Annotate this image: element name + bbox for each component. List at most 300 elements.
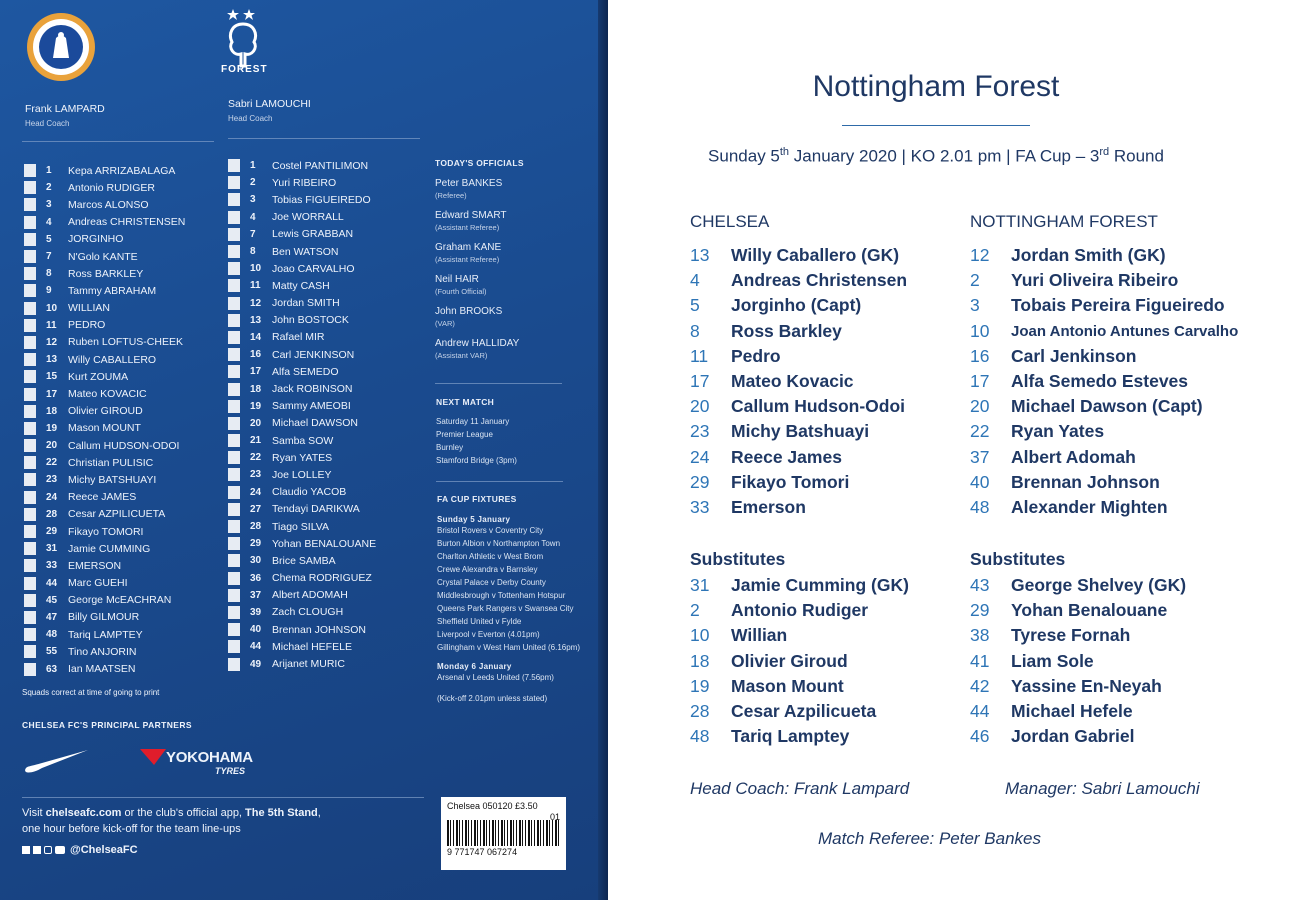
team-sheet-title: Nottingham Forest [812, 70, 1060, 103]
tick-box[interactable] [24, 663, 36, 676]
squad-player-name: Alfa SEMEDO [272, 365, 339, 378]
squad-row [228, 295, 376, 312]
squad-number: 7 [250, 228, 256, 240]
fixture-item: Liverpool v Everton (4.01pm) [437, 630, 540, 639]
official-entry [435, 338, 595, 360]
official-entry [435, 306, 595, 328]
player-name: Callum Hudson-Odoi [731, 396, 906, 417]
official-entry [435, 210, 595, 232]
player-name: Fikayo Tomori [731, 471, 850, 492]
divider [435, 383, 562, 384]
lineup-row [970, 445, 1238, 470]
official-name: Edward SMART [435, 210, 507, 221]
player-name: Liam Sole [1011, 650, 1094, 671]
squad-number: 4 [46, 216, 52, 228]
lineup-row [690, 573, 909, 598]
squad-number: 47 [46, 611, 58, 623]
player-name: Brennan Johnson [1011, 471, 1160, 492]
tick-box[interactable] [228, 383, 240, 396]
squad-number: 19 [46, 422, 58, 434]
squad-row [228, 638, 376, 655]
shirt-number: 8 [690, 320, 700, 341]
squad-row [228, 260, 376, 277]
shirt-number: 24 [690, 446, 710, 467]
visit-text: Visit [22, 807, 46, 819]
tick-box[interactable] [24, 628, 36, 641]
fixture-item: Queens Park Rangers v Swansea City [437, 604, 574, 613]
barcode-bars [447, 820, 560, 846]
squad-row [24, 248, 185, 265]
squad-player-name: Marc GUEHI [68, 577, 128, 590]
squad-number: 44 [250, 641, 262, 653]
tick-box[interactable] [228, 486, 240, 499]
squad-row [24, 575, 185, 592]
lineup-row [690, 674, 909, 699]
squad-row [228, 312, 376, 329]
squad-player-name: Tiago SILVA [272, 520, 330, 533]
subtitle-text: Sunday 5 [708, 146, 780, 166]
lineup-row [690, 598, 909, 623]
shirt-number: 29 [690, 471, 710, 492]
chelsea-subs-heading: Substitutes [690, 549, 786, 569]
squad-number: 11 [46, 319, 57, 331]
squad-number: 21 [250, 435, 262, 447]
squad-number: 17 [46, 388, 58, 400]
tick-box[interactable] [24, 250, 36, 263]
fixture-item: Burton Albion v Northampton Town [437, 539, 561, 548]
squad-player-name: Tammy ABRAHAM [68, 284, 157, 297]
squad-player-name: Joe WORRALL [272, 211, 344, 224]
squad-player-name: Jordan SMITH [272, 297, 340, 310]
barcode-label [441, 797, 566, 870]
squad-row [24, 334, 185, 351]
tick-box[interactable] [228, 468, 240, 481]
social-handle: @ChelseaFC [70, 844, 138, 856]
lineup-row [970, 268, 1238, 293]
squad-player-name: EMERSON [68, 559, 122, 572]
forest-manager: Manager: Sabri Lamouchi [1005, 779, 1200, 798]
squad-player-name: Fikayo TOMORI [68, 525, 144, 538]
squad-number: 2 [46, 182, 52, 194]
player-name: Mason Mount [731, 675, 844, 696]
squad-row [228, 432, 376, 449]
squad-row [24, 506, 185, 523]
tick-box[interactable] [228, 537, 240, 550]
squad-player-name: Callum HUDSON-ODOI [68, 439, 180, 452]
player-name: George Shelvey (GK) [1011, 575, 1187, 596]
squad-player-name: Jamie CUMMING [68, 542, 151, 555]
visit-site: chelseafc.com [45, 807, 122, 819]
tick-box[interactable] [228, 554, 240, 567]
squad-player-name: Costel PANTILIMON [272, 159, 369, 172]
squad-row [228, 621, 376, 638]
squad-row [228, 209, 376, 226]
player-name: Jordan Smith (GK) [1011, 245, 1166, 266]
tick-box[interactable] [24, 302, 36, 315]
official-role: (Assistant Referee) [435, 255, 500, 264]
tick-box[interactable] [228, 520, 240, 533]
squad-row [24, 214, 185, 231]
tick-box[interactable] [228, 640, 240, 653]
player-name: Emerson [731, 496, 806, 517]
tick-box[interactable] [24, 198, 36, 211]
tick-box[interactable] [228, 262, 240, 275]
shirt-number: 43 [970, 575, 990, 596]
squad-row [24, 403, 185, 420]
shirt-number: 3 [970, 295, 980, 316]
facebook-icon [33, 846, 41, 854]
squad-player-name: Willy CABALLERO [68, 353, 157, 366]
fixture-item: Sheffield United v Fylde [437, 617, 522, 626]
programme-page [0, 0, 608, 900]
tick-box[interactable] [24, 319, 36, 332]
squad-player-name: Andreas CHRISTENSEN [68, 216, 186, 229]
tick-box[interactable] [24, 559, 36, 572]
squad-number: 1 [46, 165, 52, 177]
squad-number: 5 [46, 233, 52, 245]
tick-box[interactable] [24, 267, 36, 280]
squad-player-name: Ryan YATES [272, 451, 333, 464]
shirt-number: 17 [970, 371, 990, 392]
tick-box[interactable] [24, 422, 36, 435]
lineup-row [690, 445, 907, 470]
squad-number: 15 [46, 371, 58, 383]
squad-player-name: Billy GILMOUR [68, 611, 140, 624]
squad-player-name: Zach CLOUGH [272, 606, 344, 619]
squad-row [228, 587, 376, 604]
lineup-row [970, 243, 1238, 268]
squad-number: 7 [46, 251, 52, 263]
yokohama-logo-icon [140, 749, 166, 765]
shirt-number: 23 [690, 421, 710, 442]
squad-row [228, 346, 376, 363]
subtitle-sup: rd [1099, 146, 1110, 158]
tick-box[interactable] [24, 388, 36, 401]
tick-box[interactable] [228, 228, 240, 241]
lineup-row [970, 495, 1238, 520]
squad-row [228, 604, 376, 621]
visit-text: or the club's official app, [121, 807, 246, 819]
official-role: (VAR) [435, 319, 455, 328]
squad-row [24, 643, 185, 660]
fixture-item: Crewe Alexandra v Barnsley [437, 565, 538, 574]
squad-row [228, 380, 376, 397]
lineup-row [970, 319, 1238, 344]
player-name: Yuri Oliveira Ribeiro [1011, 270, 1179, 291]
lineup-row [970, 623, 1186, 648]
squads-note: Squads correct at time of going to print [22, 688, 160, 697]
tick-box[interactable] [24, 353, 36, 366]
player-name: Olivier Giroud [731, 650, 848, 671]
tick-box[interactable] [24, 645, 36, 658]
team-sheet [608, 0, 1296, 900]
player-name: Mateo Kovacic [731, 371, 854, 392]
tick-box[interactable] [228, 658, 240, 671]
squad-player-name: Kepa ARRIZABALAGA [68, 164, 176, 177]
shirt-number: 16 [970, 345, 990, 366]
tick-box[interactable] [228, 589, 240, 602]
partners-heading: CHELSEA FC'S PRINCIPAL PARTNERS [22, 720, 192, 730]
youtube-icon [55, 846, 65, 854]
officials-heading: TODAY'S OFFICIALS [435, 158, 524, 168]
squad-player-name: Olivier GIROUD [68, 405, 143, 418]
tick-box[interactable] [24, 405, 36, 418]
tick-box[interactable] [228, 572, 240, 585]
squad-number: 18 [46, 405, 58, 417]
squad-player-name: Mateo KOVACIC [68, 388, 147, 401]
shirt-number: 48 [970, 496, 990, 517]
squad-row [24, 162, 185, 179]
squad-player-name: Ross BARKLEY [68, 267, 144, 280]
tick-box[interactable] [24, 439, 36, 452]
squad-player-name: George McEACHRAN [68, 594, 172, 607]
shirt-number: 2 [970, 270, 980, 291]
tick-box[interactable] [24, 216, 36, 229]
tick-box[interactable] [228, 314, 240, 327]
tick-box[interactable] [228, 159, 240, 172]
shirt-number: 37 [970, 446, 990, 467]
player-name: Tyrese Fornah [1011, 625, 1131, 646]
squad-number: 33 [46, 560, 58, 572]
squad-player-name: Brennan JOHNSON [272, 623, 366, 636]
squad-number: 2 [250, 177, 256, 189]
shirt-number: 40 [970, 471, 990, 492]
tick-box[interactable] [228, 623, 240, 636]
player-name: Yohan Benalouane [1011, 600, 1168, 621]
tick-box[interactable] [228, 279, 240, 292]
tick-box[interactable] [228, 348, 240, 361]
squad-player-name: Michael HEFELE [272, 640, 352, 653]
squad-player-name: Matty CASH [272, 279, 330, 292]
squad-player-name: Tariq LAMPTEY [68, 628, 143, 641]
shirt-number: 11 [690, 345, 709, 366]
squad-number: 12 [250, 297, 262, 309]
tick-box[interactable] [228, 211, 240, 224]
squad-row [228, 226, 376, 243]
lineup-row [690, 495, 907, 520]
squad-row [228, 552, 376, 569]
player-name: Jordan Gabriel [1011, 726, 1135, 747]
tick-box[interactable] [24, 611, 36, 624]
squad-player-name: Antonio RUDIGER [68, 181, 155, 194]
squad-row [228, 655, 376, 672]
visit-note [22, 805, 321, 837]
tick-box[interactable] [228, 193, 240, 206]
squad-player-name: Reece JAMES [68, 491, 137, 504]
tick-box[interactable] [24, 233, 36, 246]
lineup-row [690, 623, 909, 648]
squad-row [24, 471, 185, 488]
shirt-number: 44 [970, 701, 990, 722]
fixture-item: Gillingham v West Ham United (6.16pm) [437, 643, 581, 652]
forest-starting-list [970, 243, 1238, 520]
squad-number: 17 [250, 366, 262, 378]
forest-heading: NOTTINGHAM FOREST [970, 212, 1158, 231]
tick-box[interactable] [228, 365, 240, 378]
player-name: Alfa Semedo Esteves [1011, 371, 1189, 392]
squad-row [228, 535, 376, 552]
official-role: (Assistant VAR) [435, 351, 488, 360]
tick-box[interactable] [24, 577, 36, 590]
player-name: Carl Jenkinson [1011, 345, 1137, 366]
chelsea-starting-list [690, 243, 907, 520]
tick-box[interactable] [24, 181, 36, 194]
next-match-line: Premier League [436, 430, 493, 439]
squad-player-name: Sammy AMEOBI [272, 400, 351, 413]
officials-list [435, 178, 595, 360]
tick-box[interactable] [228, 297, 240, 310]
shirt-number: 13 [690, 245, 710, 266]
squad-player-name: Claudio YACOB [272, 486, 347, 499]
tick-box[interactable] [228, 331, 240, 344]
lineup-row [690, 344, 907, 369]
player-name: Willy Caballero (GK) [731, 245, 900, 266]
squad-number: 30 [250, 555, 262, 567]
forest-coach-name: Sabri LAMOUCHI [228, 98, 311, 110]
lineup-row [690, 699, 909, 724]
barcode-top-text: Chelsea 050120 £3.50 [447, 801, 538, 811]
squad-player-name: Tobias FIGUEIREDO [272, 193, 371, 206]
tick-box[interactable] [24, 370, 36, 383]
tick-box[interactable] [24, 164, 36, 177]
squad-number: 23 [46, 474, 58, 486]
squad-row [24, 626, 185, 643]
player-name: Jamie Cumming (GK) [731, 575, 909, 596]
lineup-row [970, 699, 1186, 724]
squad-row [24, 540, 185, 557]
squad-number: 29 [250, 538, 262, 550]
next-match-heading: NEXT MATCH [436, 397, 495, 407]
tick-box[interactable] [24, 491, 36, 504]
chelsea-subs-list [690, 573, 909, 749]
programme-edge [598, 0, 608, 900]
squad-player-name: Brice SAMBA [272, 554, 336, 567]
tick-box[interactable] [228, 245, 240, 258]
squad-number: 16 [250, 349, 262, 361]
squad-number: 24 [250, 486, 262, 498]
squad-player-name: Michael DAWSON [272, 417, 358, 430]
tick-box[interactable] [228, 434, 240, 447]
yokohama-logo-text: YOKOHAMA [166, 749, 253, 766]
visit-text-line-2: one hour before kick-off for the team line-ups [22, 823, 241, 835]
tick-box[interactable] [24, 594, 36, 607]
shirt-number: 20 [690, 396, 710, 417]
squad-player-name: Tendayi DARIKWA [272, 503, 360, 516]
tick-box[interactable] [228, 176, 240, 189]
shirt-number: 4 [690, 270, 700, 291]
squad-number: 37 [250, 589, 262, 601]
social-links [22, 844, 138, 856]
fixture-item: Middlesbrough v Tottenham Hotspur [437, 591, 566, 600]
tick-box[interactable] [24, 542, 36, 555]
lineup-row [970, 293, 1238, 318]
squad-number: 20 [46, 440, 58, 452]
squad-number: 22 [250, 452, 262, 464]
tick-box[interactable] [24, 284, 36, 297]
visit-app: The 5th Stand [245, 807, 318, 819]
tick-box[interactable] [228, 417, 240, 430]
fixture-item: Charlton Athletic v West Brom [437, 552, 544, 561]
player-name: Michael Hefele [1011, 701, 1133, 722]
official-role: (Referee) [435, 191, 467, 200]
player-name: Tariq Lamptey [731, 726, 850, 747]
squad-number: 14 [250, 331, 262, 343]
shirt-number: 5 [690, 295, 700, 316]
player-name: Cesar Azpilicueta [731, 701, 877, 722]
forest-badge-text: FOREST [221, 64, 268, 75]
squad-row [228, 277, 376, 294]
barcode-issue: 01 [549, 812, 560, 822]
lineup-row [690, 394, 907, 419]
squad-player-name: Albert ADOMAH [272, 589, 348, 602]
official-entry [435, 274, 595, 296]
squad-row [24, 420, 185, 437]
subtitle-text: January 2020 | KO 2.01 pm | FA Cup – 3 [789, 146, 1100, 166]
squad-number: 29 [46, 526, 58, 538]
lineup-row [970, 724, 1186, 749]
squad-number: 24 [46, 491, 58, 503]
squad-row [24, 660, 185, 677]
squad-number: 22 [46, 457, 58, 469]
squad-row [228, 363, 376, 380]
tick-box[interactable] [24, 456, 36, 469]
fixtures-day-2: Monday 6 January [437, 662, 512, 671]
squad-row [228, 449, 376, 466]
tick-box[interactable] [24, 336, 36, 349]
lineup-row [970, 649, 1186, 674]
squad-player-name: Tino ANJORIN [68, 645, 137, 658]
tick-box[interactable] [228, 400, 240, 413]
squad-row [24, 231, 185, 248]
instagram-icon [44, 846, 52, 854]
chelsea-coach [25, 103, 105, 128]
shirt-number: 48 [690, 726, 710, 747]
official-name: John BROOKS [435, 306, 503, 317]
squad-number: 27 [250, 503, 262, 515]
tick-box[interactable] [24, 508, 36, 521]
match-subtitle [608, 146, 1264, 167]
shirt-number: 46 [970, 726, 990, 747]
player-name: Yassine En-Neyah [1011, 675, 1162, 696]
squad-number: 13 [250, 314, 262, 326]
tick-box[interactable] [24, 473, 36, 486]
shirt-number: 20 [970, 396, 990, 417]
squad-number: 36 [250, 572, 262, 584]
player-name: Pedro [731, 345, 781, 366]
match-referee: Match Referee: Peter Bankes [818, 829, 1042, 848]
squad-row [24, 317, 185, 334]
squad-row [24, 454, 185, 471]
squad-row [24, 282, 185, 299]
chelsea-coach-role: Head Coach [25, 119, 70, 128]
squad-number: 44 [46, 577, 58, 589]
lineup-row [690, 243, 907, 268]
tick-box[interactable] [228, 503, 240, 516]
tick-box[interactable] [24, 525, 36, 538]
forest-squad-list [228, 157, 376, 673]
fixture-item: Arsenal v Leeds United (7.56pm) [437, 673, 554, 682]
squad-row [228, 174, 376, 191]
lineup-row [690, 293, 907, 318]
squad-player-name: Michy BATSHUAYI [68, 473, 157, 486]
player-name: Antonio Rudiger [731, 600, 869, 621]
title-underline [842, 125, 1030, 126]
lineup-row [690, 319, 907, 344]
tick-box[interactable] [228, 606, 240, 619]
tick-box[interactable] [228, 451, 240, 464]
squad-player-name: Yohan BENALOUANE [272, 537, 377, 550]
next-match-line: Burnley [436, 443, 464, 452]
